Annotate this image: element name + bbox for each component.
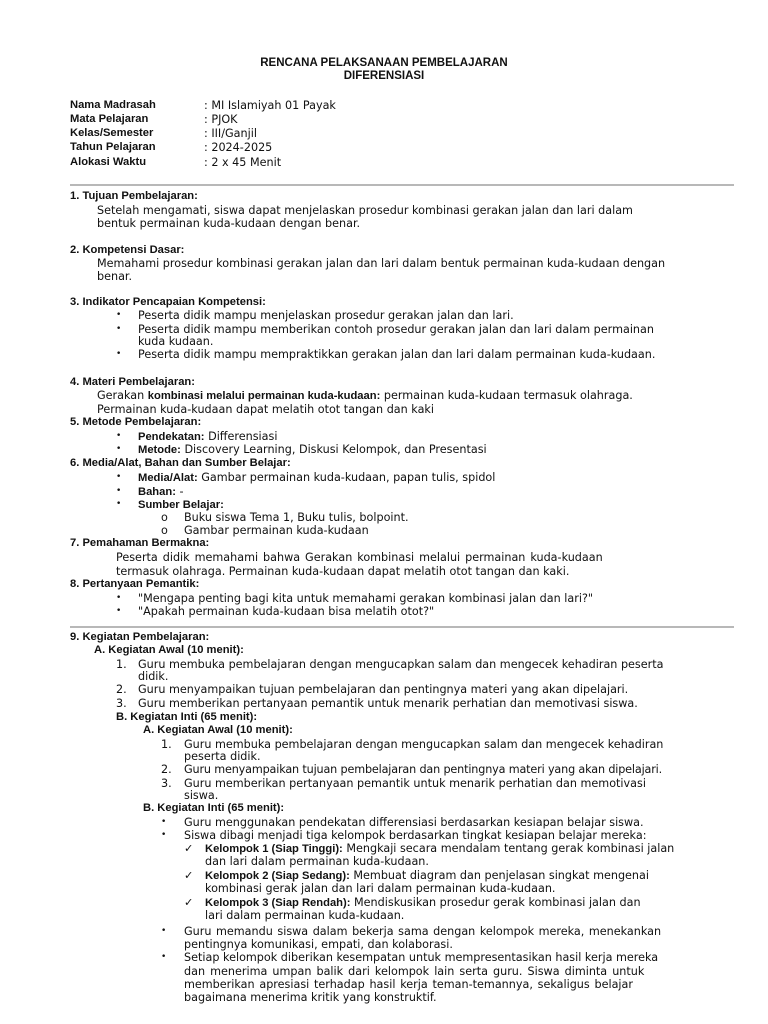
identity-label: Mata Pelajaran <box>70 113 149 125</box>
sub-list-item: Gambar permainan kuda-kudaan <box>184 524 369 537</box>
divider <box>70 184 734 186</box>
list-item: Guru menyampaikan tujuan pembelajaran dan pentingnya materi yang akan dipelajari. <box>138 683 629 696</box>
list-item: Guru memberikan pertanyaan pemantik untuk menarik perhatian dan memotivasi <box>184 777 646 790</box>
bullet-marker: • <box>116 324 122 334</box>
subsection-heading: A. Kegiatan Awal (10 menit): <box>94 644 244 656</box>
list-item-continued: peserta didik. <box>184 750 261 763</box>
list-item-continued: siswa. <box>184 789 219 802</box>
identity-value: : 2024-2025 <box>204 141 273 154</box>
divider <box>70 626 734 628</box>
item-label: Sumber Belajar: <box>138 499 224 511</box>
list-item-continued: bagaimana menerima kritik yang konstruktif. <box>184 991 437 1004</box>
list-item: Guru menyampaikan tujuan pembelajaran dan pentingnya materi yang akan dipelajari. <box>184 763 663 776</box>
item-text: Differensiasi <box>204 430 278 443</box>
paragraph-line <box>97 389 633 403</box>
paragraph-line: bentuk permainan kuda-kudaan dengan benar. <box>97 217 361 230</box>
list-item: "Apakah permainan kuda-kudaan bisa melatih otot?" <box>138 605 435 618</box>
identity-value: : III/Ganjil <box>204 127 257 140</box>
text-run: permainan kuda-kudaan termasuk olahraga. <box>380 389 633 402</box>
bullet-marker: • <box>116 444 122 454</box>
identity-label: Tahun Pelajaran <box>70 141 156 153</box>
bullet-marker: • <box>161 817 167 827</box>
paragraph-line: Peserta didik memahami bahwa Gerakan kombinasi melalui permainan kuda-kudaan <box>116 551 603 564</box>
group-item <box>205 896 641 910</box>
list-item: Guru membuka pembelajaran dengan mengucapkan salam dan mengecek kehadiran <box>184 738 664 751</box>
check-icon: ✓ <box>184 842 194 855</box>
list-item <box>138 443 487 457</box>
section-heading: 7. Pemahaman Bermakna: <box>70 537 210 549</box>
subsection-heading: B. Kegiatan Inti (65 menit): <box>143 802 285 814</box>
group-label: Kelompok 1 (Siap Tinggi): <box>205 843 343 855</box>
list-item-continued: kuda kudaan. <box>138 335 214 348</box>
sub-list-item: Buku siswa Tema 1, Buku tulis, bolpoint. <box>184 511 409 524</box>
identity-label: Kelas/Semester <box>70 127 154 139</box>
section-heading: 9. Kegiatan Pembelajaran: <box>70 631 210 643</box>
identity-label: Alokasi Waktu <box>70 156 147 168</box>
list-item <box>138 485 184 499</box>
document-subtitle: DIFERENSIASI <box>343 70 425 82</box>
number-marker: 1. <box>161 738 172 751</box>
group-text: Mendiskusikan prosedur gerak kombinasi jalan dan <box>350 896 641 909</box>
bullet-marker: • <box>116 486 122 496</box>
list-item: "Mengapa penting bagi kita untuk memahami gerakan kombinasi jalan dan lari?" <box>138 592 594 605</box>
bullet-marker: • <box>116 472 122 482</box>
item-text: Discovery Learning, Diskusi Kelompok, dan Presentasi <box>180 443 487 456</box>
list-item-continued: memberikan apresiasi terhadap hasil kerja teman-temannya, sekaligus belajar <box>184 978 633 991</box>
subsection-heading: A. Kegiatan Awal (10 menit): <box>143 724 293 736</box>
number-marker: 2. <box>116 683 127 696</box>
item-label: Pendekatan: <box>138 431 205 443</box>
bullet-marker: • <box>116 349 122 359</box>
item-text: - <box>175 485 184 498</box>
list-item: Peserta didik mampu memberikan contoh prosedur gerakan jalan dan lari dalam permainan <box>138 323 654 336</box>
section-heading: 3. Indikator Pencapaian Kompetensi: <box>70 296 266 308</box>
section-heading: 8. Pertanyaan Pemantik: <box>70 578 200 590</box>
group-item <box>205 842 674 856</box>
number-marker: 1. <box>116 658 127 671</box>
item-label: Bahan: <box>138 486 176 498</box>
item-label: Media/Alat: <box>138 472 198 484</box>
list-item: Guru memberikan pertanyaan pemantik untuk menarik perhatian dan memotivasi siswa. <box>138 697 638 710</box>
group-text: Mengkaji secara mendalam tentang gerak kombinasi jalan <box>342 842 675 855</box>
identity-value: : MI Islamiyah 01 Payak <box>204 99 336 112</box>
document-title: RENCANA PELAKSANAAN PEMBELAJARAN <box>260 57 508 69</box>
bullet-marker: • <box>161 830 167 840</box>
paragraph-line: termasuk olahraga. Permainan kuda-kudaan dapat melatih otot tangan dan kaki. <box>116 565 570 578</box>
item-label: Metode: <box>138 444 181 456</box>
group-label: Kelompok 3 (Siap Rendah): <box>205 897 351 909</box>
paragraph-line: Setelah mengamati, siswa dapat menjelaskan prosedur kombinasi gerakan jalan dan lari dalam <box>97 204 633 217</box>
list-item <box>138 498 224 512</box>
list-item-continued: pentingnya komunikasi, empati, dan kolaborasi. <box>184 938 453 951</box>
identity-value: : 2 x 45 Menit <box>204 156 282 169</box>
group-item-continued: lari dalam permainan kuda-kudaan. <box>205 909 405 922</box>
circle-marker: o <box>161 524 168 537</box>
subsection-heading: B. Kegiatan Inti (65 menit): <box>116 711 258 723</box>
group-item <box>205 869 649 883</box>
list-item: Setiap kelompok diberikan kesempatan untuk mempresentasikan hasil kerja mereka <box>184 951 659 964</box>
group-item-continued: kombinasi gerak jalan dan lari dalam permainan kuda-kudaan. <box>205 882 556 895</box>
list-item: Siswa dibagi menjadi tiga kelompok berdasarkan tingkat kesiapan belajar mereka: <box>184 829 647 842</box>
group-text: Membuat diagram dan penjelasan singkat mengenai <box>349 869 649 882</box>
paragraph-line: Permainan kuda-kudaan dapat melatih otot tangan dan kaki <box>97 403 435 416</box>
list-item-continued: dan menerima umpan balik dari kelompok lain serta guru. Siswa diminta untuk <box>184 965 645 978</box>
emphasis-text: kombinasi melalui permainan kuda-kudaan: <box>147 390 381 402</box>
text-run: Gerakan <box>97 389 148 402</box>
paragraph-line: Memahami prosedur kombinasi gerakan jalan dan lari dalam bentuk permainan kuda-kudaan dengan <box>97 257 666 270</box>
bullet-marker: • <box>161 952 167 962</box>
section-heading: 4. Materi Pembelajaran: <box>70 376 195 388</box>
group-item-continued: dan lari dalam permainan kuda-kudaan. <box>205 855 429 868</box>
number-marker: 3. <box>161 777 172 790</box>
section-heading: 2. Kompetensi Dasar: <box>70 244 185 256</box>
bullet-marker: • <box>161 926 167 936</box>
number-marker: 2. <box>161 763 172 776</box>
section-heading: 1. Tujuan Pembelajaran: <box>70 190 198 202</box>
list-item: Guru menggunakan pendekatan differensiasi berdasarkan kesiapan belajar siswa. <box>184 816 644 829</box>
bullet-marker: • <box>116 593 122 603</box>
number-marker: 3. <box>116 697 127 710</box>
section-heading: 6. Media/Alat, Bahan dan Sumber Belajar: <box>70 457 291 469</box>
list-item: Peserta didik mampu menjelaskan prosedur gerakan jalan dan lari. <box>138 309 514 322</box>
list-item: Peserta didik mampu mempraktikkan gerakan jalan dan lari dalam permainan kuda-kudaan. <box>138 348 656 361</box>
identity-label: Nama Madrasah <box>70 99 156 111</box>
list-item: Guru membuka pembelajaran dengan mengucapkan salam dan mengecek kehadiran peserta <box>138 658 664 671</box>
circle-marker: o <box>161 511 168 524</box>
group-label: Kelompok 2 (Siap Sedang): <box>205 870 350 882</box>
list-item <box>138 471 495 485</box>
identity-value: : PJOK <box>204 113 238 126</box>
check-icon: ✓ <box>184 896 194 909</box>
paragraph-line: benar. <box>97 270 133 283</box>
item-text: Gambar permainan kuda-kudaan, papan tulis, spidol <box>197 471 496 484</box>
bullet-marker: • <box>116 431 122 441</box>
bullet-marker: • <box>116 499 122 509</box>
bullet-marker: • <box>116 310 122 320</box>
list-item: Guru memandu siswa dalam bekerja sama dengan kelompok mereka, menekankan <box>184 925 662 938</box>
check-icon: ✓ <box>184 869 194 882</box>
list-item-continued: didik. <box>138 670 169 683</box>
section-heading: 5. Metode Pembelajaran: <box>70 416 202 428</box>
list-item <box>138 430 277 444</box>
bullet-marker: • <box>116 606 122 616</box>
